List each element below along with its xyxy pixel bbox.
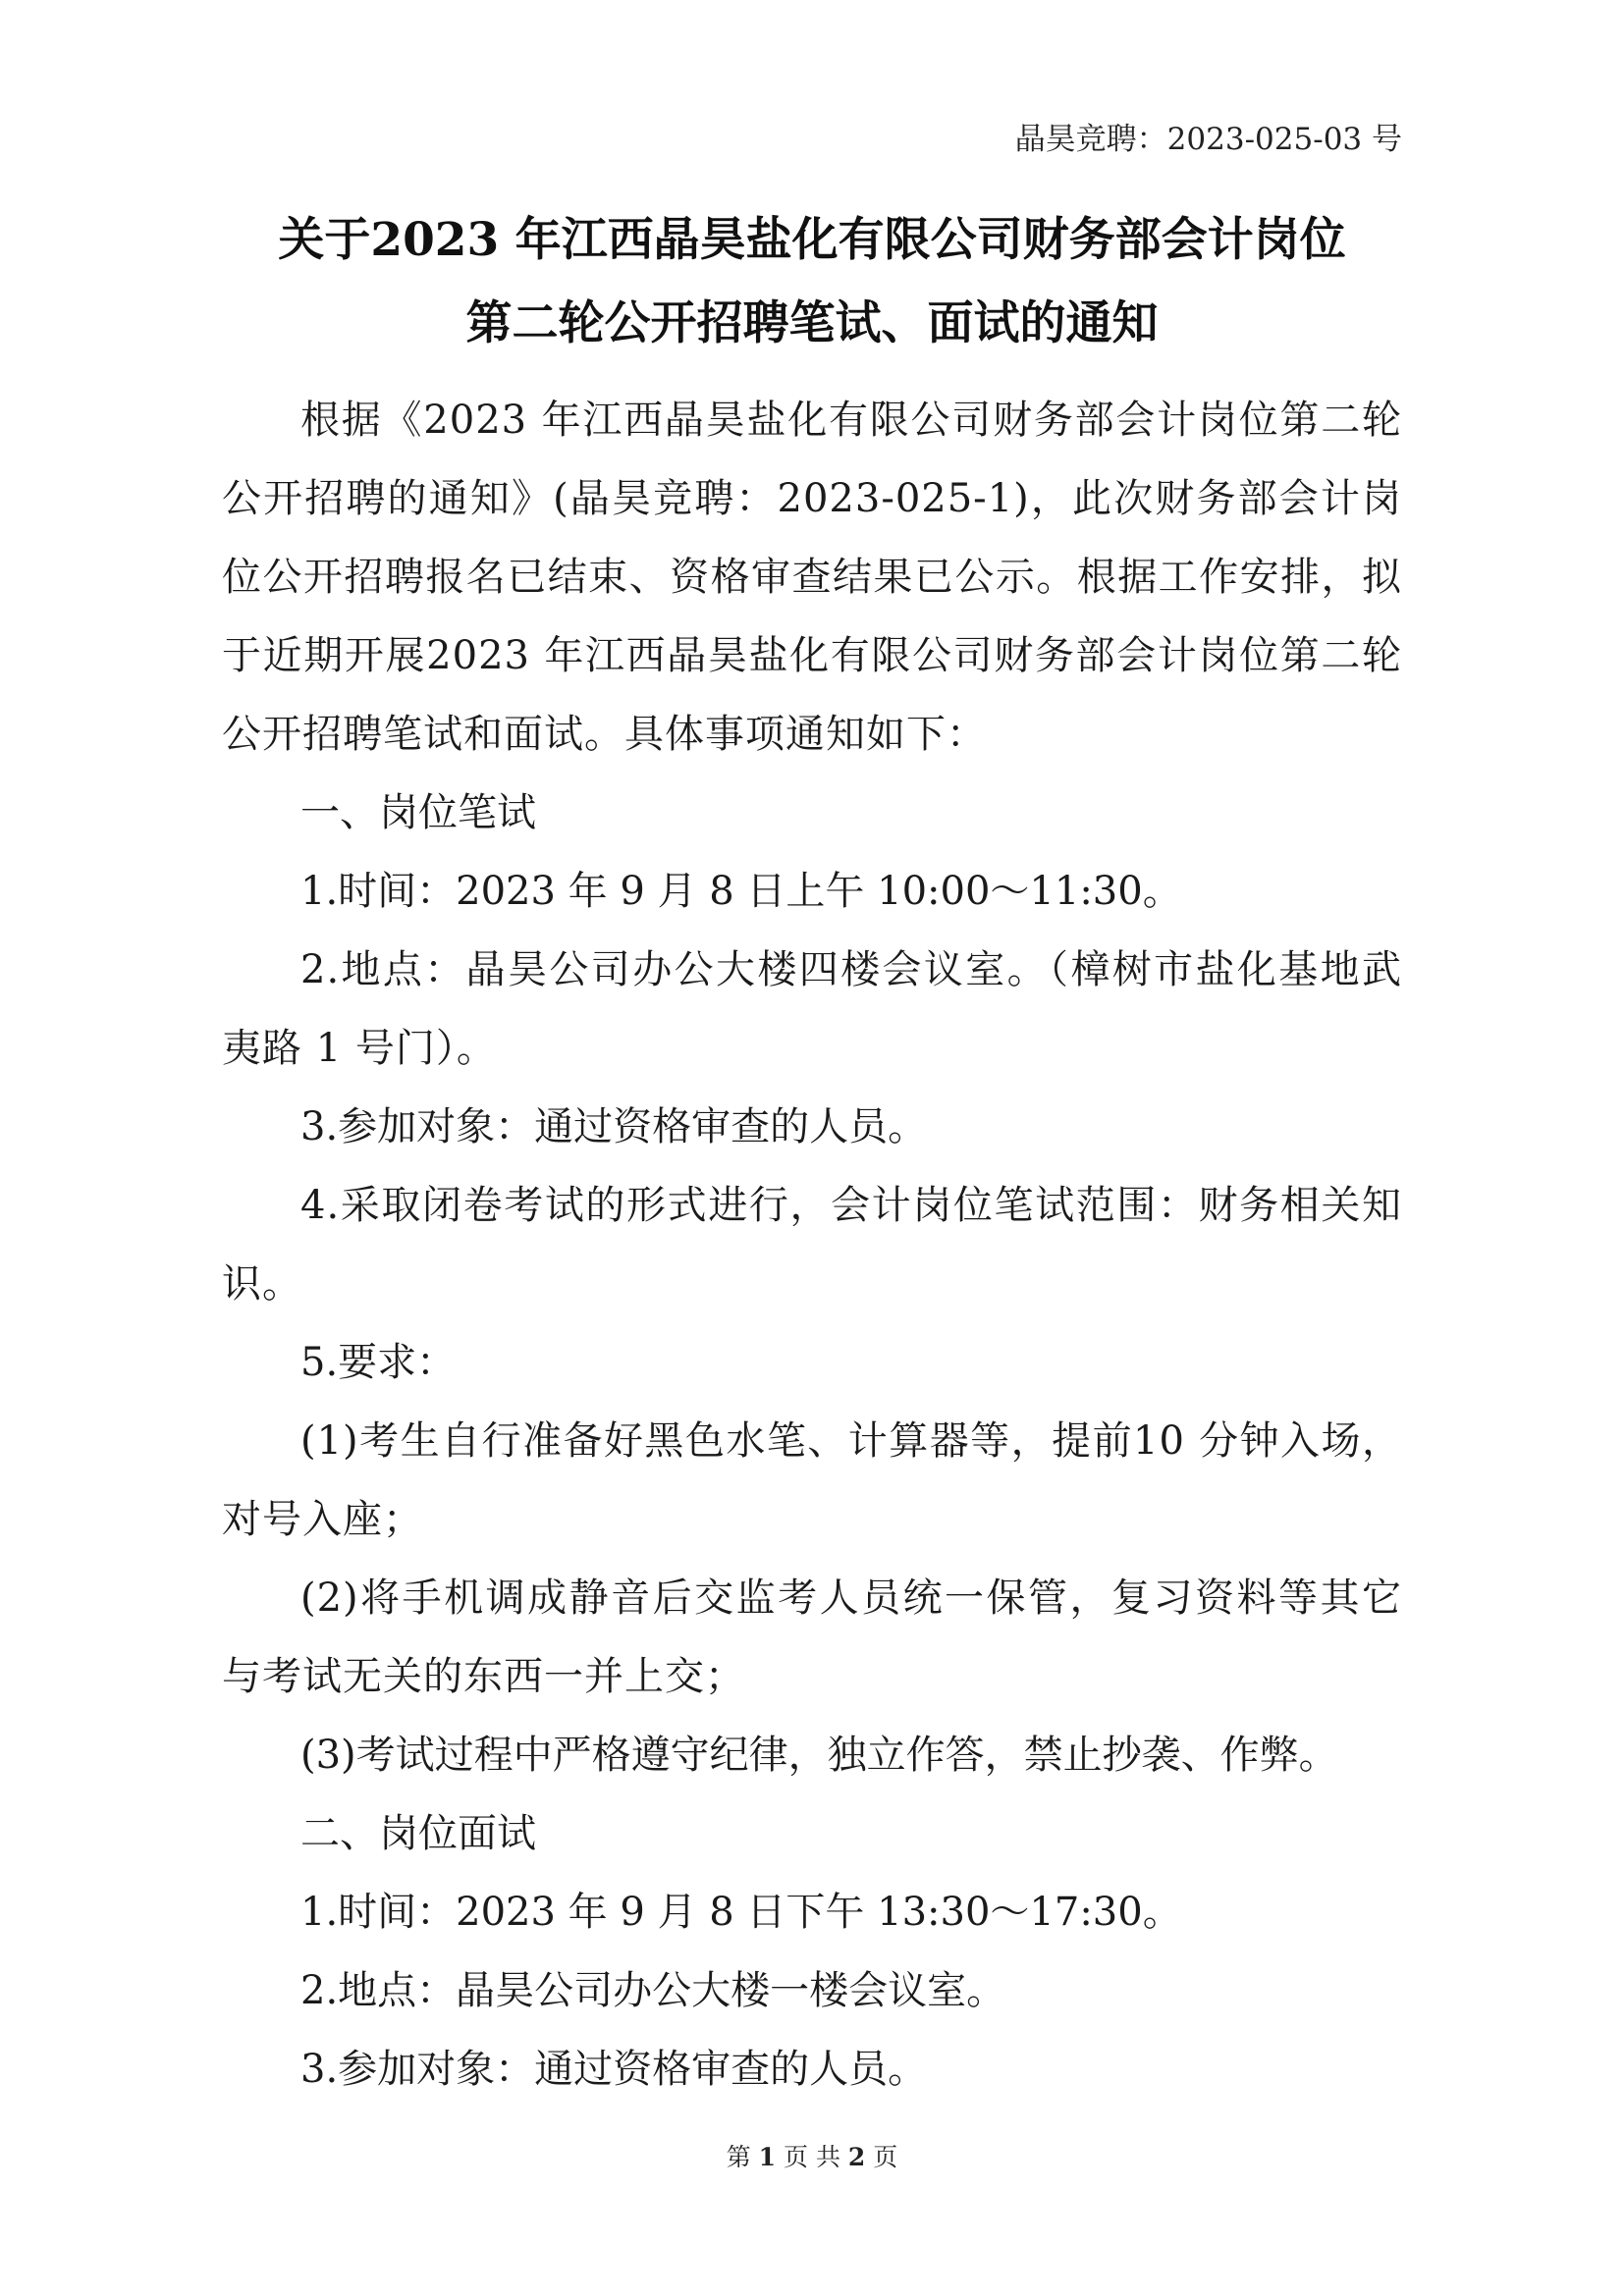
title-line-1: 关于2023 年江西晶昊盐化有限公司财务部会计岗位 [278,213,1346,267]
title-line-2: 第二轮公开招聘笔试、面试的通知 [465,296,1159,350]
written-test-requirement-3: (3)考试过程中严格遵守纪律，独立作答，禁止抄袭、作弊。 [300,1733,1338,1778]
intro-paragraph: 根据《2023 年江西晶昊盐化有限公司财务部会计岗位第二轮公开招聘的通知》(晶昊竞聘：2023-025-1)，此次财务部会计岗位公开招聘报名已结束、资格审查结果已公示。根据工作安排，拟于近期开展2023 年江西晶昊盐化有限公司财务部会计岗位第二轮公开招聘笔试和面试。具体事项通知如下： [222,398,1402,757]
written-test-participants: 3.参加对象：通过资格审查的人员。 [300,1104,928,1149]
written-test-requirements-heading: 5.要求： [300,1340,457,1385]
written-test-place: 2.地点：晶昊公司办公大楼四楼会议室。（樟树市盐化基地武夷路 1 号门）。 [222,947,1402,1071]
section-heading-interview: 二、岗位面试 [300,1811,536,1856]
interview-time: 1.时间：2023 年 9 月 8 日下午 13:30～17:30。 [300,1890,1182,1935]
footer-suffix: 页 [873,2143,898,2171]
footer-page-number: 1 [758,2143,777,2171]
written-test-requirement-1: (1)考生自行准备好黑色水笔、计算器等，提前10 分钟入场，对号入座； [222,1418,1402,1542]
document-number: 晶昊竞聘：2023-025-03 号 [1014,122,1402,157]
written-test-format: 4.采取闭卷考试的形式进行，会计岗位笔试范围：财务相关知识。 [222,1183,1402,1307]
interview-participants: 3.参加对象：通过资格审查的人员。 [300,2047,928,2092]
section-heading-written-test: 一、岗位笔试 [300,790,536,835]
document-body [222,381,1402,2109]
written-test-requirement-2: (2)将手机调成静音后交监考人员统一保管，复习资料等其它与考试无关的东西一并上交； [222,1575,1402,1699]
footer-middle: 页 共 [784,2143,840,2171]
footer-prefix: 第 [726,2143,751,2171]
interview-place: 2.地点：晶昊公司办公大楼一楼会议室。 [300,1968,1006,2013]
page-footer [0,2140,1624,2175]
footer-total-pages: 2 [847,2143,866,2171]
written-test-time: 1.时间：2023 年 9 月 8 日上午 10:00～11:30。 [300,869,1182,914]
